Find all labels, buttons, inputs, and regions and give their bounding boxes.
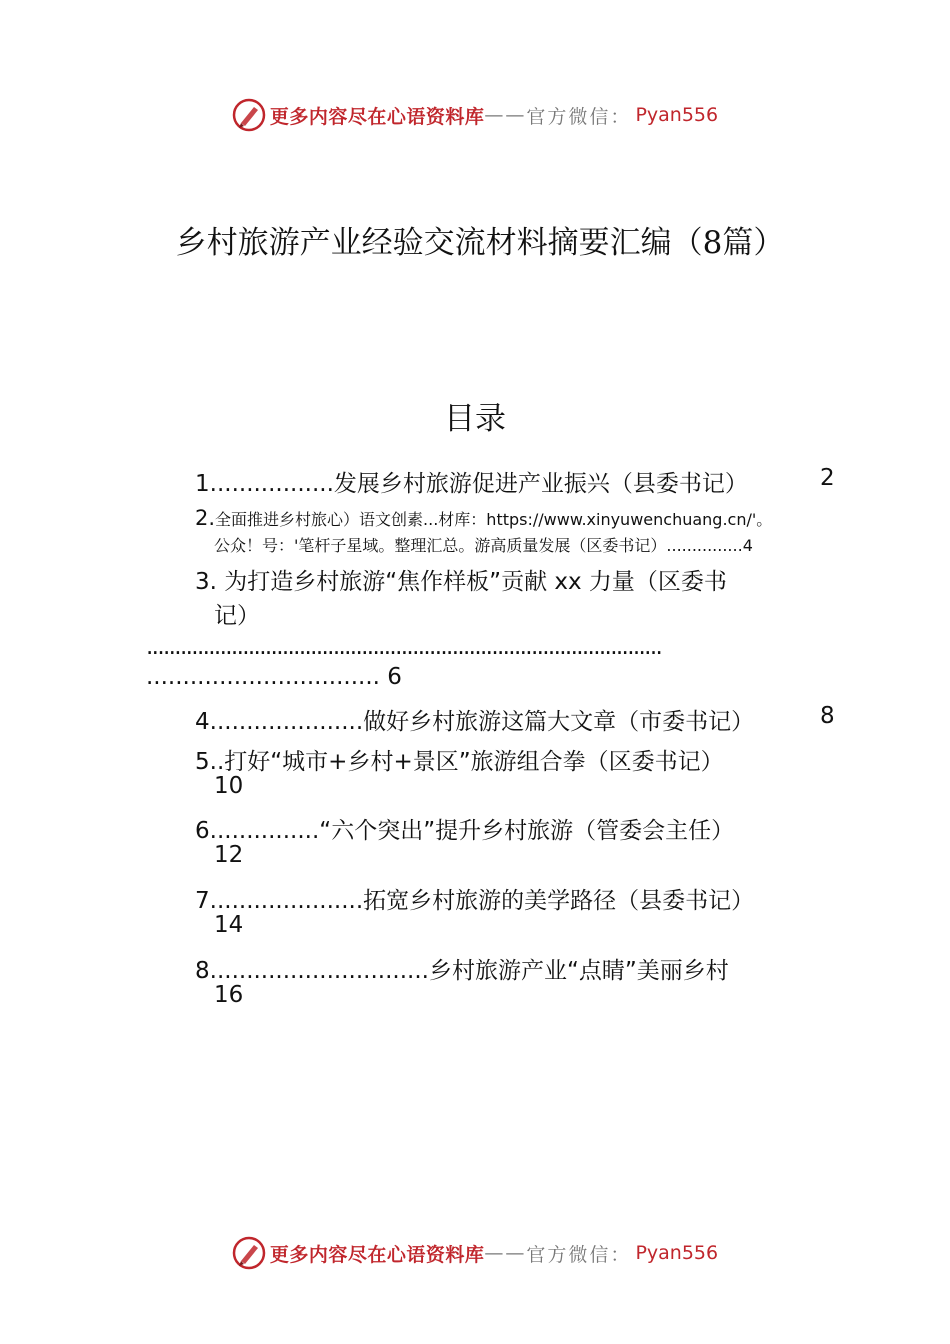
toc-entry-text: 1.................发展乡村旅游促进产业振兴（县委书记） (195, 471, 748, 497)
toc-entry-4-page: 8 (820, 703, 835, 729)
toc-entry-2-continuation: 公众！号：'笔杆子星域。整理汇总。游高质量发展（区委书记）...............4 (214, 536, 753, 555)
toc-entry-8[interactable] (195, 952, 729, 985)
watermark-wechat-label: 官方微信： (526, 1243, 632, 1266)
watermark-wechat-label: 官方微信： (526, 105, 632, 128)
toc-entry-7[interactable] (195, 882, 754, 915)
toc-entry-3-continuation: 记） (214, 603, 260, 629)
toc-entry-6-page: 12 (214, 842, 244, 868)
toc-entry-text: 3. 为打造乡村旅游“焦作样板”贡献 xx 力量（区委书 (195, 569, 727, 595)
toc-entry-6[interactable] (195, 812, 734, 845)
toc-entry-text: 6...............“六个突出”提升乡村旅游（管委会主任） (195, 818, 735, 844)
watermark-wechat-id: Pyan556 (635, 104, 719, 126)
toc-entry-number: 2. (195, 506, 216, 530)
pen-logo-icon (232, 1236, 266, 1270)
toc-entry-2[interactable] (195, 505, 772, 531)
document-title: 乡村旅游产业经验交流材料摘要汇编（8篇） (175, 225, 785, 261)
toc-entry-7-page: 14 (214, 912, 244, 938)
watermark-dash: —— (484, 104, 527, 126)
toc-entry-8-page: 16 (214, 982, 244, 1008)
watermark-site-name: 更多内容尽在心语资料库 (269, 1243, 485, 1266)
watermark-site-name: 更多内容尽在心语资料库 (269, 105, 485, 128)
toc-entry-text: 4.....................做好乡村旅游这篇大文章（市委书记） (195, 709, 755, 735)
pen-logo-icon (232, 98, 266, 132)
toc-entry-text: 5..打好“城市+乡村+景区”旅游组合拳（区委书记） (195, 749, 724, 775)
toc-entry-5-page: 10 (214, 773, 244, 799)
watermark-wechat-id: Pyan556 (635, 1242, 719, 1264)
toc-entry-text: 8..............................乡村旅游产业“点睛”美丽乡村 (195, 958, 729, 984)
watermark-dash: —— (484, 1242, 527, 1264)
toc-entry-3-leader-page: ................................ 6 (146, 664, 402, 690)
toc-entry-1[interactable] (195, 465, 748, 498)
toc-entry-3-leader: ........................................................................................... (146, 634, 662, 660)
toc-entry-1-page: 2 (820, 465, 835, 491)
toc-entry-4[interactable] (195, 703, 754, 736)
header-watermark (0, 95, 950, 135)
footer-watermark (0, 1233, 950, 1273)
toc-entry-text: 全面推进乡村旅心）语文创素...材库：https://www.xinyuwenchuang.cn/'。 (215, 510, 773, 529)
toc-heading: 目录 (444, 401, 506, 437)
toc-entry-3[interactable] (195, 563, 727, 596)
toc-entry-text: 7.....................拓宽乡村旅游的美学路径（县委书记） (195, 888, 755, 914)
toc-entry-5[interactable] (195, 743, 724, 776)
